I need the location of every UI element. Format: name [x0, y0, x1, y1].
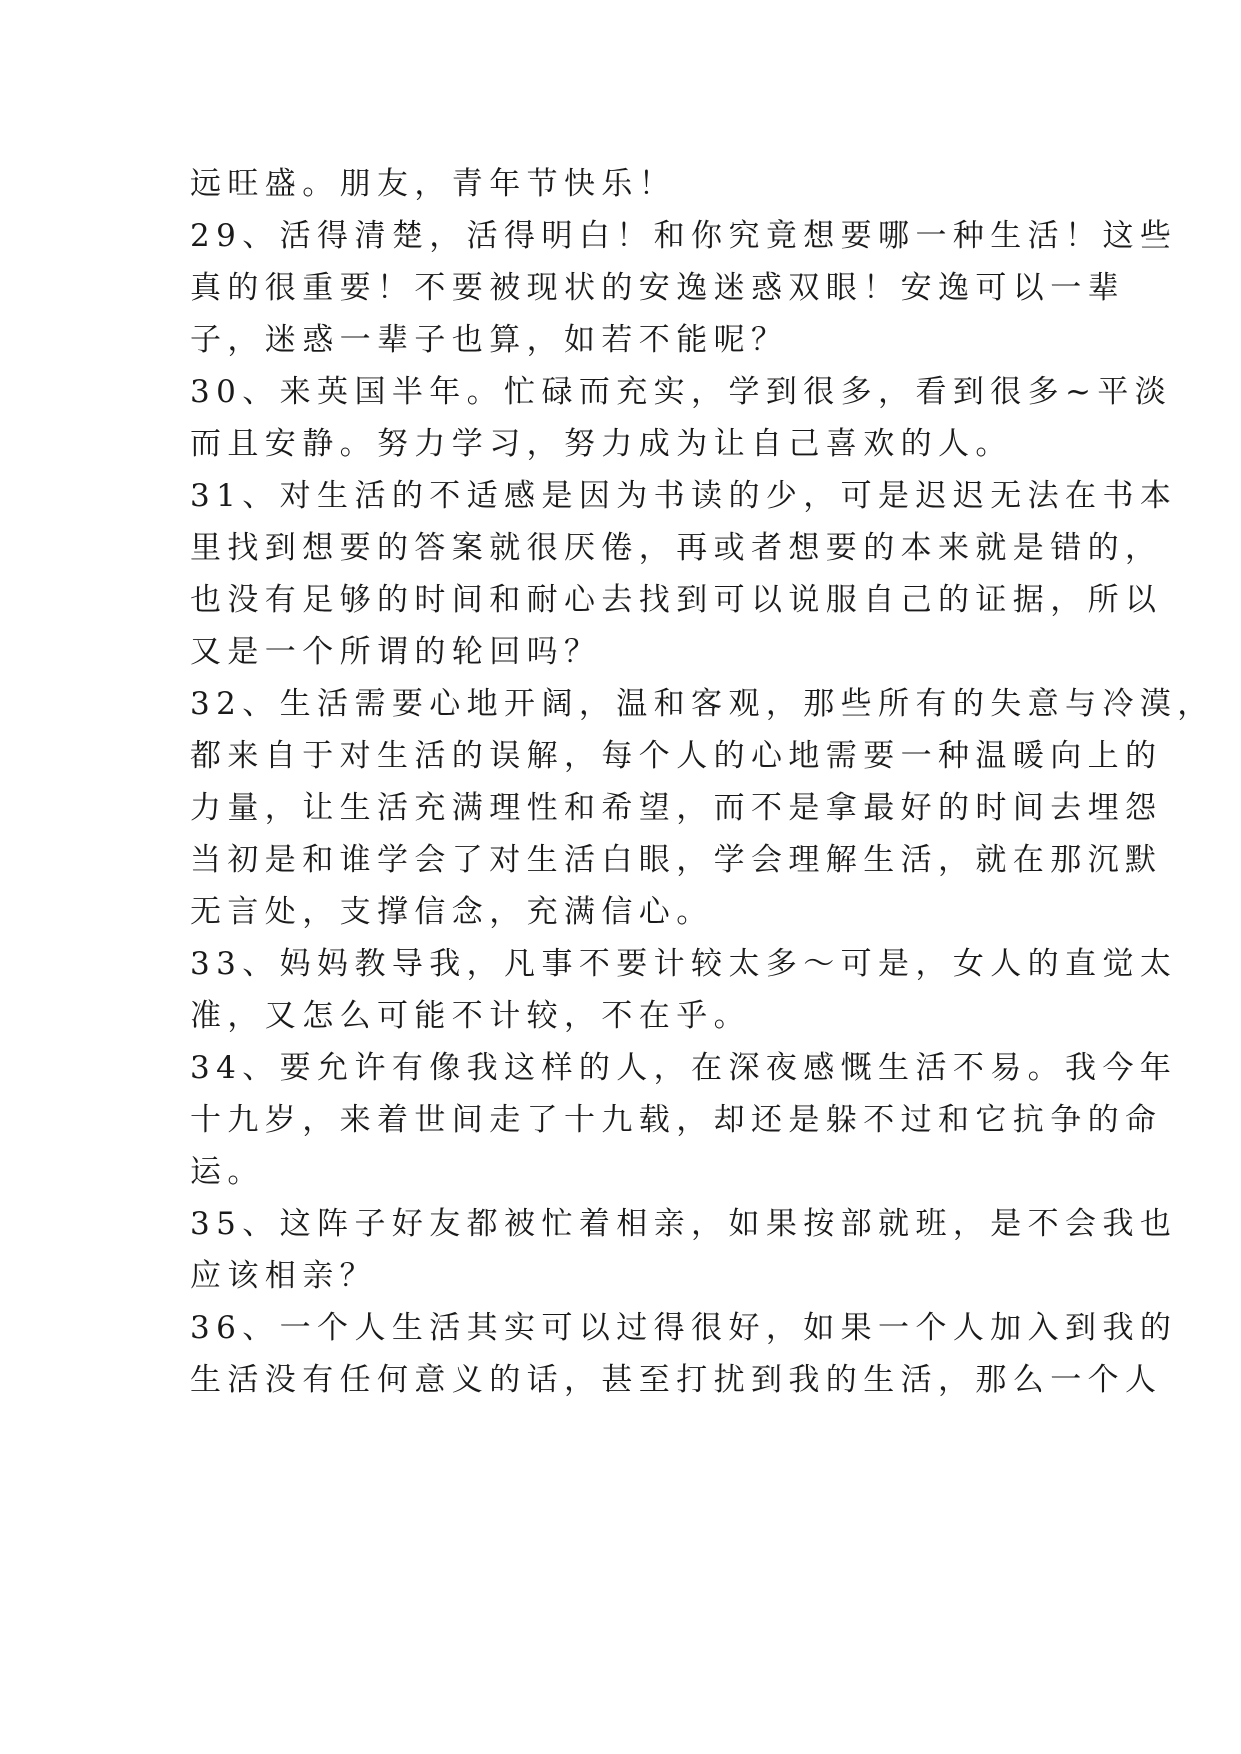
text-line: 运。	[190, 1154, 265, 1190]
text-line: 应该相亲？	[190, 1258, 377, 1294]
text-line: 29、活得清楚，活得明白！和你究竟想要哪一种生活！这些	[190, 218, 1178, 254]
text-line: 又是一个所谓的轮回吗？	[190, 634, 602, 670]
text-line: 而且安静。努力学习，努力成为让自己喜欢的人。	[190, 426, 1013, 462]
text-line: 30、来英国半年。忙碌而充实，学到很多，看到很多~平淡	[190, 374, 1173, 410]
text-line: 都来自于对生活的误解，每个人的心地需要一种温暖向上的	[190, 738, 1163, 774]
text-line: 力量，让生活充满理性和希望，而不是拿最好的时间去埋怨	[190, 790, 1163, 826]
text-line: 当初是和谁学会了对生活白眼，学会理解生活，就在那沉默	[190, 842, 1163, 878]
text-line: 真的很重要！不要被现状的安逸迷惑双眼！安逸可以一辈	[190, 270, 1125, 306]
document-body	[190, 158, 1215, 1406]
text-line: 32、生活需要心地开阔，温和客观，那些所有的失意与冷漠，	[190, 686, 1215, 722]
text-line: 35、这阵子好友都被忙着相亲，如果按部就班，是不会我也	[190, 1206, 1178, 1242]
text-line: 里找到想要的答案就很厌倦，再或者想要的本来就是错的，	[190, 530, 1163, 566]
text-line: 生活没有任何意义的话，甚至打扰到我的生活，那么一个人	[190, 1362, 1163, 1398]
text-line: 十九岁，来着世间走了十九载，却还是躲不过和它抗争的命	[190, 1102, 1163, 1138]
text-line: 无言处，支撑信念，充满信心。	[190, 894, 714, 930]
text-line: 远旺盛。朋友，青年节快乐！	[190, 166, 677, 202]
text-line: 36、一个人生活其实可以过得很好，如果一个人加入到我的	[190, 1310, 1178, 1346]
text-line: 34、要允许有像我这样的人，在深夜感慨生活不易。我今年	[190, 1050, 1178, 1086]
text-line: 准，又怎么可能不计较，不在乎。	[190, 998, 751, 1034]
text-line: 也没有足够的时间和耐心去找到可以说服自己的证据，所以	[190, 582, 1163, 618]
text-line: 31、对生活的不适感是因为书读的少，可是迟迟无法在书本	[190, 478, 1178, 514]
text-line: 33、妈妈教导我，凡事不要计较太多～可是，女人的直觉太	[190, 946, 1178, 982]
text-line: 子，迷惑一辈子也算，如若不能呢？	[190, 322, 789, 358]
